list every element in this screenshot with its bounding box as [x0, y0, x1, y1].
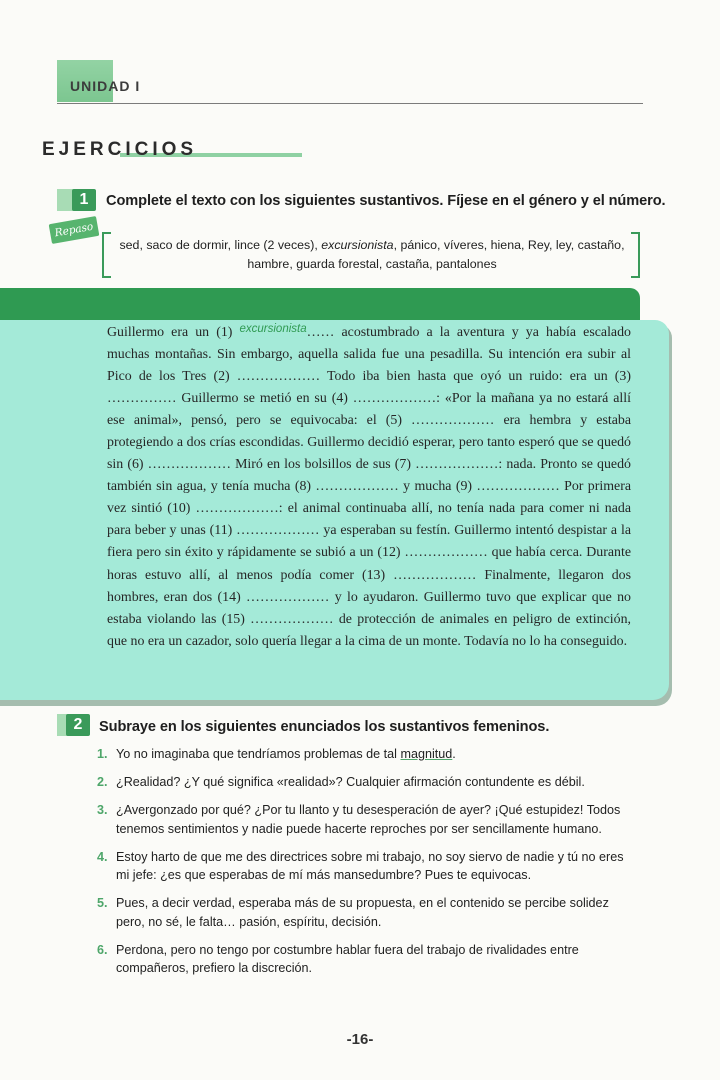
list-item: 1. Yo no imaginaba que tendríamos problemas de tal magnitud. [97, 747, 456, 761]
unit-label: UNIDAD I [70, 78, 141, 94]
wordbox-right-bracket [631, 232, 640, 278]
page-number: -16- [346, 1031, 374, 1048]
passage-text: Guillermo era un (1) $^{excursionista}$…… acostumbrado a la aventura y ya había escalado muchas montañas. Sin embargo, aquella salida fue una pesadilla. Su intención era subir al Pico de los Tres (2) ……………… Todo iba bien hasta que oyó un ruido: era un (3) …………… Guillermo se metió en su (4) ………………: «Por la mañana ya no estará allí ese animal», pensó, pero se equivocaba: el (5) ……………… era hembra y estaba protegiendo a dos crías escondidas. Guillermo decidió esperar, pero tanto esperó que se quedó sin (6) ……………… Miró en los bolsillos de sus (7) ………………: nada. Pronto se quedó también sin agua, y tenía mucha (8) ……………… y mucha (9) ……………… Por primera vez sintió (10) ………………: el animal continuaba allí, no tenía nada para comer ni nada para beber y unas (11) ……………… ya esperaban su festín. Guillermo intentó despistar a la fiera pero sin éxito y rápidamente se subió a un (12) ……………… que había cerca. Durante horas estuvo allí, al menos podía comer (13) ……………… Finalmente, llegaron dos hombres, eran dos (14) ……………… y lo ayudaron. Guillermo tuvo que explicar que no estaba violando las (15) ……………… de protección de animales en peligro de extinción, que no era un cazador, solo quería llegar a la cima de un monte. Todavía no lo ha conseguido. [107, 323, 631, 649]
underlined-word: magnitud [400, 747, 453, 761]
list-item: 2. ¿Realidad? ¿Y qué significa «realidad»? Cualquier afirmación contundente es débil. [97, 775, 585, 789]
list-item: 6. Perdona, pero no tengo por costumbre hablar fuera del trabajo de rivalidades entre compañeros, prefiero la discreción. [97, 942, 579, 975]
wordbox-left-bracket [102, 232, 111, 278]
sample-answer: excursionista [239, 323, 307, 335]
exercise-1-number: 1 [72, 189, 96, 211]
word-list: sed, saco de dormir, lince (2 veces), excursionista, pánico, víveres, hiena, Rey, ley, castaño, hambre, guarda forestal, castaña, pantalones [119, 238, 625, 271]
section-title: EJERCICIOS [42, 139, 198, 160]
repaso-badge: Repaso [49, 216, 100, 244]
exercise-2-instruction: Subraye en los siguientes enunciados los sustantivos femeninos. [99, 719, 550, 735]
list-item: 3. ¿Avergonzado por qué? ¿Por tu llanto y tu desesperación de ayer? ¡Qué estupidez! Todos tenemos sentimientos y nadie puede hacerte reproches por ser sencillamente humano. [97, 803, 621, 836]
list-item: 4. Estoy harto de que me des directrices sobre mi trabajo, no soy siervo de nadie y tú no eres mi jefe: ¿es que esperabas de mí más mansedumbre? Pues te equivocas. [97, 849, 624, 882]
header-rule [57, 103, 643, 104]
sentence-list [97, 745, 637, 987]
exercise-2-number: 2 [66, 714, 90, 736]
list-item: 5. Pues, a decir verdad, esperaba más de su propuesta, en el contenido se percibe solidez pero, no sé, le falta… pasión, espíritu, decisión. [97, 896, 609, 929]
exercise-1-instruction: Complete el texto con los siguientes sustantivos. Fíjese en el género y el número. [106, 193, 666, 209]
